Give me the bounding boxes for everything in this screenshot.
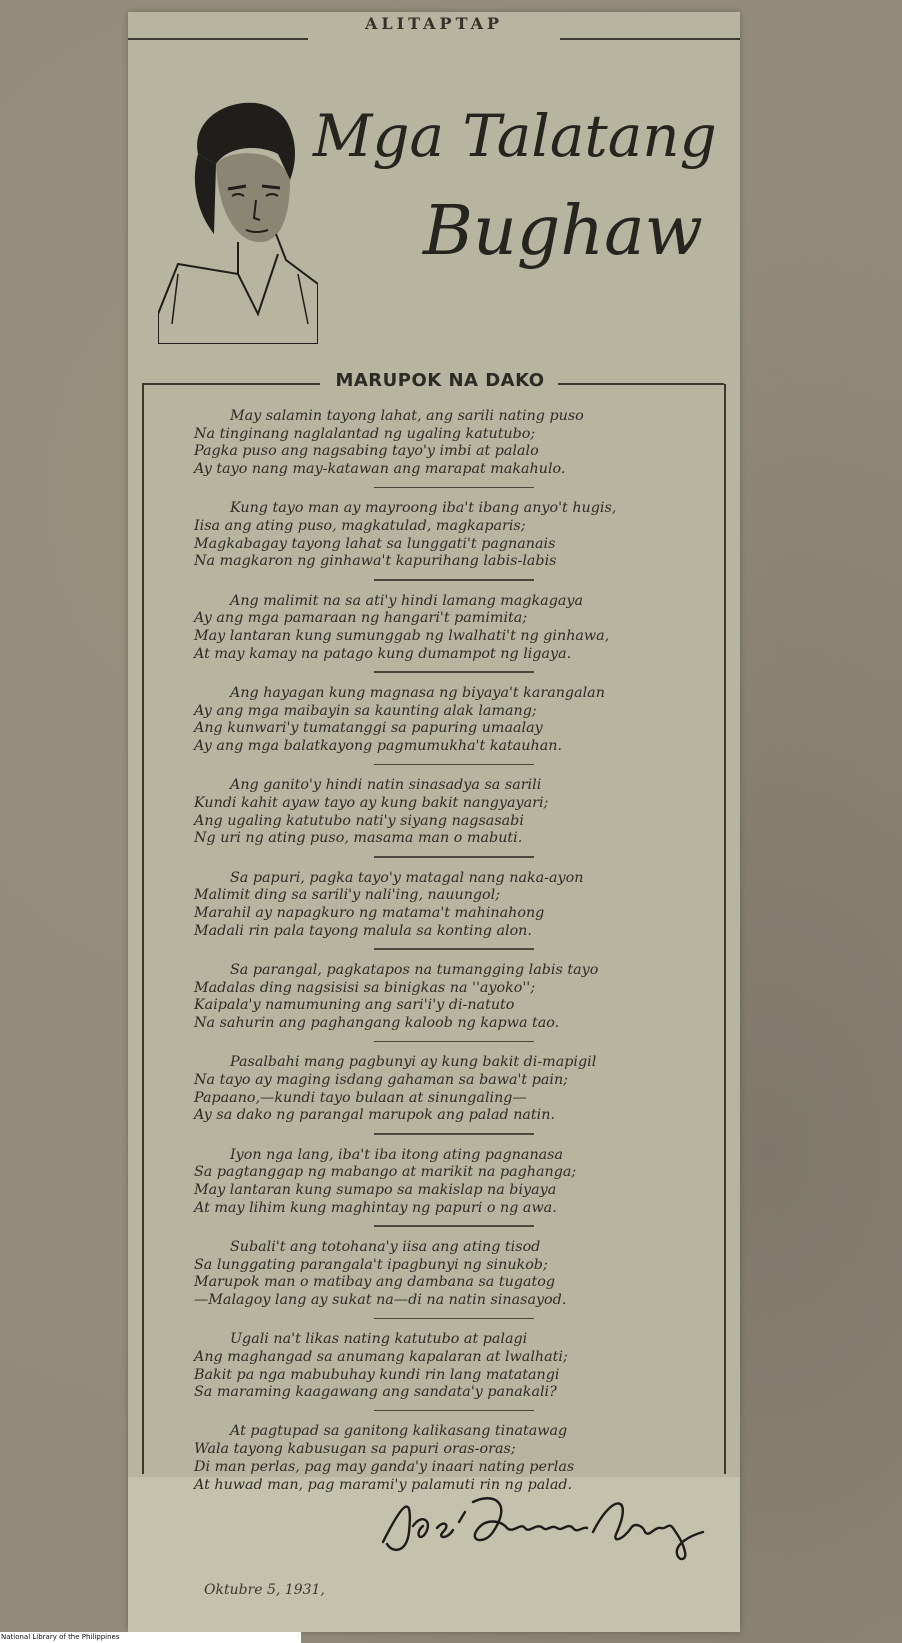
poem-stanza xyxy=(194,1147,714,1218)
stanza-divider xyxy=(374,671,534,673)
poem-line: Madali rin pala tayong malula sa konting alon. xyxy=(194,922,532,939)
poem-line: Wala tayong kabusugan sa papuri oras-oras; xyxy=(194,1441,516,1458)
poem-line: Ang kunwari'y tumatanggi sa papuring umaalay xyxy=(194,720,543,737)
poem-line: Sa maraming kaagawang ang sandata'y panakali? xyxy=(194,1384,557,1401)
poem-line: Ugali na't likas nating katutubo at palagi xyxy=(230,1331,528,1348)
poem-line: May lantaran kung sumunggab ng lwalhati't ng ginhawa, xyxy=(194,628,610,645)
stanza-divider xyxy=(374,487,534,489)
poem-line: Na tayo ay maging isdang gahaman sa bawa't pain; xyxy=(194,1071,568,1088)
stanza-divider xyxy=(374,1225,534,1227)
author-portrait-illustration xyxy=(158,84,318,344)
date-line: Oktubre 5, 1931, xyxy=(204,1582,325,1598)
poem-line: Sa papuri, pagka tayo'y matagal nang naka-ayon xyxy=(230,869,584,886)
poem-line: Ang malimit na sa ati'y hindi lamang magkagaya xyxy=(230,592,583,609)
masthead xyxy=(128,12,740,42)
poem-line: Ay sa dako ng parangal marupok ang palad natin. xyxy=(194,1107,555,1124)
poem-line: Iisa ang ating puso, magkatulad, magkaparis; xyxy=(194,518,526,535)
poem-line: Ang maghangad sa anumang kapalaran at lwalhati; xyxy=(194,1348,568,1365)
stanza-divider xyxy=(374,764,534,766)
newspaper-clipping xyxy=(128,12,740,1632)
poem-line: Ay ang mga balatkayong pagmumukha't katauhan. xyxy=(194,738,562,755)
poem-stanza xyxy=(194,1054,714,1125)
poem-line: Ang ganito'y hindi natin sinasadya sa sarili xyxy=(230,777,542,794)
poem-line: Sa parangal, pagkatapos na tumangging labis tayo xyxy=(230,961,599,978)
stanza-divider xyxy=(374,856,534,858)
poem-line: May salamin tayong lahat, ang sarili nating puso xyxy=(230,408,584,424)
poem-line: Na tinginang naglalantad ng ugaling katutubo; xyxy=(194,425,536,442)
series-title xyxy=(303,92,723,302)
poem-stanza xyxy=(194,870,714,941)
poem-stanza xyxy=(194,962,714,1033)
series-title-line-2: Bughaw xyxy=(423,192,703,271)
poem-stanza xyxy=(194,408,714,479)
poem-stanza xyxy=(194,1331,714,1402)
poem-line: Pagka puso ang nagsabing tayo'y imbi at palalo xyxy=(194,443,539,460)
poem-line: Bakit pa nga mabubuhay kundi rin lang matatangi xyxy=(194,1366,560,1383)
poem-line: Kung tayo man ay mayroong iba't ibang anyo't hugis, xyxy=(230,500,617,517)
poem-line: Madalas ding nagsisisi sa binigkas na ''ayoko''; xyxy=(194,979,536,996)
masthead-rule-left xyxy=(128,38,308,40)
poem-line: Ay ang mga maibayin sa kaunting alak lamang; xyxy=(194,702,537,719)
series-title-line-1: Mga Talatang xyxy=(313,102,717,170)
poem-line: Kaipala'y namumuning ang sari'i'y di-natuto xyxy=(194,997,515,1014)
poem-line: Sa lunggating parangala't ipagbunyi ng sinukob; xyxy=(194,1256,548,1273)
poem-stanza xyxy=(194,500,714,571)
poem-title: MARUPOK NA DAKO xyxy=(335,370,545,391)
footer-credit: National Library of the Philippines xyxy=(0,1632,301,1643)
stanza-divider xyxy=(374,579,534,581)
poem-line: Papaano,—kundi tayo bulaan at sinungaling— xyxy=(194,1089,527,1106)
poem-line: Na sahurin ang paghangang kaloob ng kapwa tao. xyxy=(194,1014,560,1031)
poem-line: Pasalbahi mang pagbunyi ay kung bakit di-mapigil xyxy=(230,1054,597,1071)
poem-line: Ang ugaling katutubo nati'y siyang nagsasabi xyxy=(194,812,524,829)
poem-line: At pagtupad sa ganitong kalikasang tinatawag xyxy=(230,1423,568,1440)
stanza-divider xyxy=(374,1410,534,1412)
stanza-divider xyxy=(374,948,534,950)
poem-line: Subali't ang totohana'y iisa ang ating tisod xyxy=(230,1238,541,1255)
poem-line: Kundi kahit ayaw tayo ay kung bakit nangyayari; xyxy=(194,794,549,811)
poem-line: At may lihim kung maghintay ng papuri o ng awa. xyxy=(194,1199,557,1216)
poem-body xyxy=(194,408,714,1494)
masthead-rule-right xyxy=(560,38,740,40)
masthead-title: ALITAPTAP xyxy=(364,14,504,33)
poem-line: Iyon nga lang, iba't iba itong ating pagnanasa xyxy=(230,1146,564,1163)
poem-line: Magkabagay tayong lahat sa lunggati't pagnanais xyxy=(194,535,556,552)
stanza-divider xyxy=(374,1133,534,1135)
poem-stanza xyxy=(194,685,714,756)
poem-line: Na magkaron ng ginhawa't kapurihang labis-labis xyxy=(194,553,557,570)
poem-stanza xyxy=(194,593,714,664)
poem-line: Ay tayo nang may-katawan ang marapat makahulo. xyxy=(194,461,566,478)
poem-line: Malimit ding sa sarili'y nali'ing, nauungol; xyxy=(194,887,501,904)
poem-line: May lantaran kung sumapo sa makislap na biyaya xyxy=(194,1181,557,1198)
poem-line: Ng uri ng ating puso, masama man o mabuti. xyxy=(194,830,523,847)
stanza-divider xyxy=(374,1318,534,1320)
author-signature xyxy=(373,1482,733,1562)
stanza-divider xyxy=(374,1041,534,1043)
poem-line: Di man perlas, pag may ganda'y inaari nating perlas xyxy=(194,1458,575,1475)
poem-line: —Malagoy lang ay sukat na—di na natin sinasayod. xyxy=(194,1291,567,1308)
poem-line: Sa pagtanggap ng mabango at marikit na paghanga; xyxy=(194,1164,577,1181)
poem-line: Marahil ay napagkuro ng matama't mahinahong xyxy=(194,904,545,921)
poem-line: Ang hayagan kung magnasa ng biyaya't karangalan xyxy=(230,684,605,701)
poem-stanza xyxy=(194,777,714,848)
poem-line: At huwad man, pag marami'y palamuti rin ng palad. xyxy=(194,1476,573,1493)
poem-line: Marupok man o matibay ang dambana sa tugatog xyxy=(194,1274,556,1291)
poem-line: At may kamay na patago kung dumampot ng ligaya. xyxy=(194,645,572,662)
poem-stanza xyxy=(194,1239,714,1310)
poem-line: Ay ang mga pamaraan ng hangari't pamimita; xyxy=(194,610,528,627)
